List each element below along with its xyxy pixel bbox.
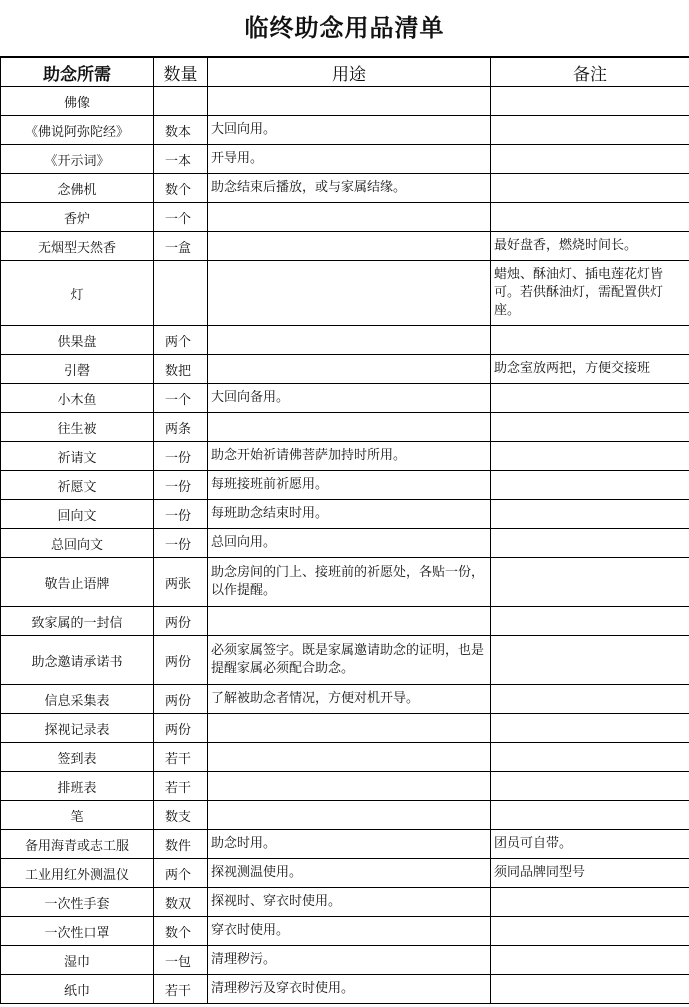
- cell-qty: 一份: [154, 442, 208, 471]
- table-row: [1, 261, 689, 326]
- page-title: 临终助念用品清单: [0, 0, 689, 57]
- cell-qty: 两份: [154, 714, 208, 743]
- cell-qty: 两份: [154, 607, 208, 636]
- cell-qty: 数件: [154, 830, 208, 859]
- cell-use: [208, 607, 491, 636]
- cell-qty: 两份: [154, 685, 208, 714]
- table-row: [1, 203, 689, 232]
- cell-note: [491, 607, 689, 636]
- cell-note: [491, 529, 689, 558]
- cell-qty: 若干: [154, 772, 208, 801]
- header-use: 用途: [208, 58, 491, 87]
- cell-qty: [154, 87, 208, 116]
- cell-note: [491, 500, 689, 529]
- table-row: [1, 384, 689, 413]
- cell-qty: 数支: [154, 801, 208, 830]
- cell-qty: 两个: [154, 326, 208, 355]
- cell-note: 助念室放两把，方便交接班: [491, 355, 689, 384]
- cell-item: 备用海青或志工服: [1, 830, 154, 859]
- table-row: [1, 442, 689, 471]
- cell-note: 团员可自带。: [491, 830, 689, 859]
- table-row: [1, 413, 689, 442]
- cell-item: 佛像: [1, 87, 154, 116]
- cell-use: 探视测温使用。: [208, 859, 491, 888]
- cell-item: 往生被: [1, 413, 154, 442]
- cell-qty: 一个: [154, 384, 208, 413]
- cell-item: 《开示词》: [1, 145, 154, 174]
- cell-note: [491, 975, 689, 1004]
- cell-item: 工业用红外测温仪: [1, 859, 154, 888]
- cell-note: [491, 145, 689, 174]
- cell-use: 助念房间的门上、接班前的祈愿处，各贴一份，以作提醒。: [208, 558, 491, 607]
- cell-note: [491, 946, 689, 975]
- cell-use: 大回向备用。: [208, 384, 491, 413]
- table-row: [1, 714, 689, 743]
- cell-use: 助念结束后播放，或与家属结缘。: [208, 174, 491, 203]
- cell-qty: 数双: [154, 888, 208, 917]
- cell-note: [491, 413, 689, 442]
- cell-note: [491, 87, 689, 116]
- cell-note: 最好盘香，燃烧时间长。: [491, 232, 689, 261]
- cell-use: 清理秽污及穿衣时使用。: [208, 975, 491, 1004]
- table-row: [1, 801, 689, 830]
- table-row: [1, 232, 689, 261]
- cell-item: 探视记录表: [1, 714, 154, 743]
- cell-use: [208, 261, 491, 326]
- table-row: [1, 917, 689, 946]
- cell-use: 每班助念结束时用。: [208, 500, 491, 529]
- cell-use: 探视时、穿衣时使用。: [208, 888, 491, 917]
- cell-note: 须同品牌同型号: [491, 859, 689, 888]
- cell-qty: 若干: [154, 743, 208, 772]
- cell-qty: 两份: [154, 636, 208, 685]
- cell-item: 灯: [1, 261, 154, 326]
- cell-use: [208, 87, 491, 116]
- cell-use: 穿衣时使用。: [208, 917, 491, 946]
- cell-qty: 数个: [154, 917, 208, 946]
- cell-item: 排班表: [1, 772, 154, 801]
- table-row: [1, 355, 689, 384]
- cell-note: [491, 442, 689, 471]
- cell-item: 无烟型天然香: [1, 232, 154, 261]
- cell-qty: 一个: [154, 203, 208, 232]
- cell-item: 湿巾: [1, 946, 154, 975]
- cell-item: 一次性手套: [1, 888, 154, 917]
- cell-qty: 两个: [154, 859, 208, 888]
- cell-item: 祈请文: [1, 442, 154, 471]
- cell-item: 签到表: [1, 743, 154, 772]
- cell-use: [208, 203, 491, 232]
- cell-qty: 一本: [154, 145, 208, 174]
- cell-note: [491, 772, 689, 801]
- table-row: [1, 636, 689, 685]
- header-item: 助念所需: [1, 58, 154, 87]
- cell-use: 助念开始祈请佛菩萨加持时所用。: [208, 442, 491, 471]
- table-row: [1, 946, 689, 975]
- table-row: [1, 500, 689, 529]
- cell-item: 笔: [1, 801, 154, 830]
- cell-use: [208, 743, 491, 772]
- cell-note: [491, 174, 689, 203]
- cell-use: 大回向用。: [208, 116, 491, 145]
- cell-note: [491, 743, 689, 772]
- cell-qty: [154, 261, 208, 326]
- cell-note: [491, 685, 689, 714]
- cell-note: [491, 203, 689, 232]
- table-row: [1, 326, 689, 355]
- cell-item: 信息采集表: [1, 685, 154, 714]
- table-row: [1, 116, 689, 145]
- cell-item: 香炉: [1, 203, 154, 232]
- cell-use: [208, 714, 491, 743]
- table-row: [1, 607, 689, 636]
- cell-use: [208, 232, 491, 261]
- cell-use: [208, 413, 491, 442]
- header-row: [1, 58, 689, 87]
- header-note: 备注: [491, 58, 689, 87]
- cell-use: 开导用。: [208, 145, 491, 174]
- table-row: [1, 145, 689, 174]
- table-row: [1, 174, 689, 203]
- table-row: [1, 888, 689, 917]
- cell-use: 总回向用。: [208, 529, 491, 558]
- cell-item: 回向文: [1, 500, 154, 529]
- table-row: [1, 772, 689, 801]
- cell-item: 纸巾: [1, 975, 154, 1004]
- cell-note: [491, 636, 689, 685]
- cell-item: 敬告止语牌: [1, 558, 154, 607]
- cell-item: 《佛说阿弥陀经》: [1, 116, 154, 145]
- cell-qty: 数把: [154, 355, 208, 384]
- table-row: [1, 471, 689, 500]
- cell-item: 引磬: [1, 355, 154, 384]
- table-row: [1, 743, 689, 772]
- table-row: [1, 685, 689, 714]
- cell-use: 了解被助念者情况，方便对机开导。: [208, 685, 491, 714]
- cell-item: 总回向文: [1, 529, 154, 558]
- cell-use: [208, 326, 491, 355]
- cell-use: 清理秽污。: [208, 946, 491, 975]
- cell-qty: 一份: [154, 471, 208, 500]
- cell-note: [491, 801, 689, 830]
- cell-item: 念佛机: [1, 174, 154, 203]
- cell-item: 祈愿文: [1, 471, 154, 500]
- cell-use: 每班接班前祈愿用。: [208, 471, 491, 500]
- cell-note: [491, 471, 689, 500]
- table-row: [1, 859, 689, 888]
- header-qty: 数量: [154, 58, 208, 87]
- cell-qty: 一份: [154, 500, 208, 529]
- cell-qty: 若干: [154, 975, 208, 1004]
- cell-qty: 一盒: [154, 232, 208, 261]
- cell-note: 蜡烛、酥油灯、插电莲花灯皆可。若供酥油灯，需配置供灯座。: [491, 261, 689, 326]
- cell-qty: 一包: [154, 946, 208, 975]
- cell-note: [491, 917, 689, 946]
- cell-note: [491, 558, 689, 607]
- cell-item: 一次性口罩: [1, 917, 154, 946]
- cell-item: 小木鱼: [1, 384, 154, 413]
- cell-note: [491, 714, 689, 743]
- table-row: [1, 87, 689, 116]
- table-row: [1, 529, 689, 558]
- cell-qty: 一份: [154, 529, 208, 558]
- cell-note: [491, 116, 689, 145]
- cell-qty: 两条: [154, 413, 208, 442]
- table-row: [1, 558, 689, 607]
- cell-item: 助念邀请承诺书: [1, 636, 154, 685]
- cell-item: 供果盘: [1, 326, 154, 355]
- cell-note: [491, 384, 689, 413]
- cell-qty: 数本: [154, 116, 208, 145]
- cell-note: [491, 888, 689, 917]
- table-row: [1, 830, 689, 859]
- cell-qty: 数个: [154, 174, 208, 203]
- cell-use: 助念时用。: [208, 830, 491, 859]
- cell-use: [208, 801, 491, 830]
- cell-use: [208, 355, 491, 384]
- cell-use: [208, 772, 491, 801]
- cell-use: 必须家属签字。既是家属邀请助念的证明，也是提醒家属必须配合助念。: [208, 636, 491, 685]
- table-row: [1, 975, 689, 1004]
- cell-qty: 两张: [154, 558, 208, 607]
- cell-note: [491, 326, 689, 355]
- cell-item: 致家属的一封信: [1, 607, 154, 636]
- supplies-table: [0, 57, 689, 1004]
